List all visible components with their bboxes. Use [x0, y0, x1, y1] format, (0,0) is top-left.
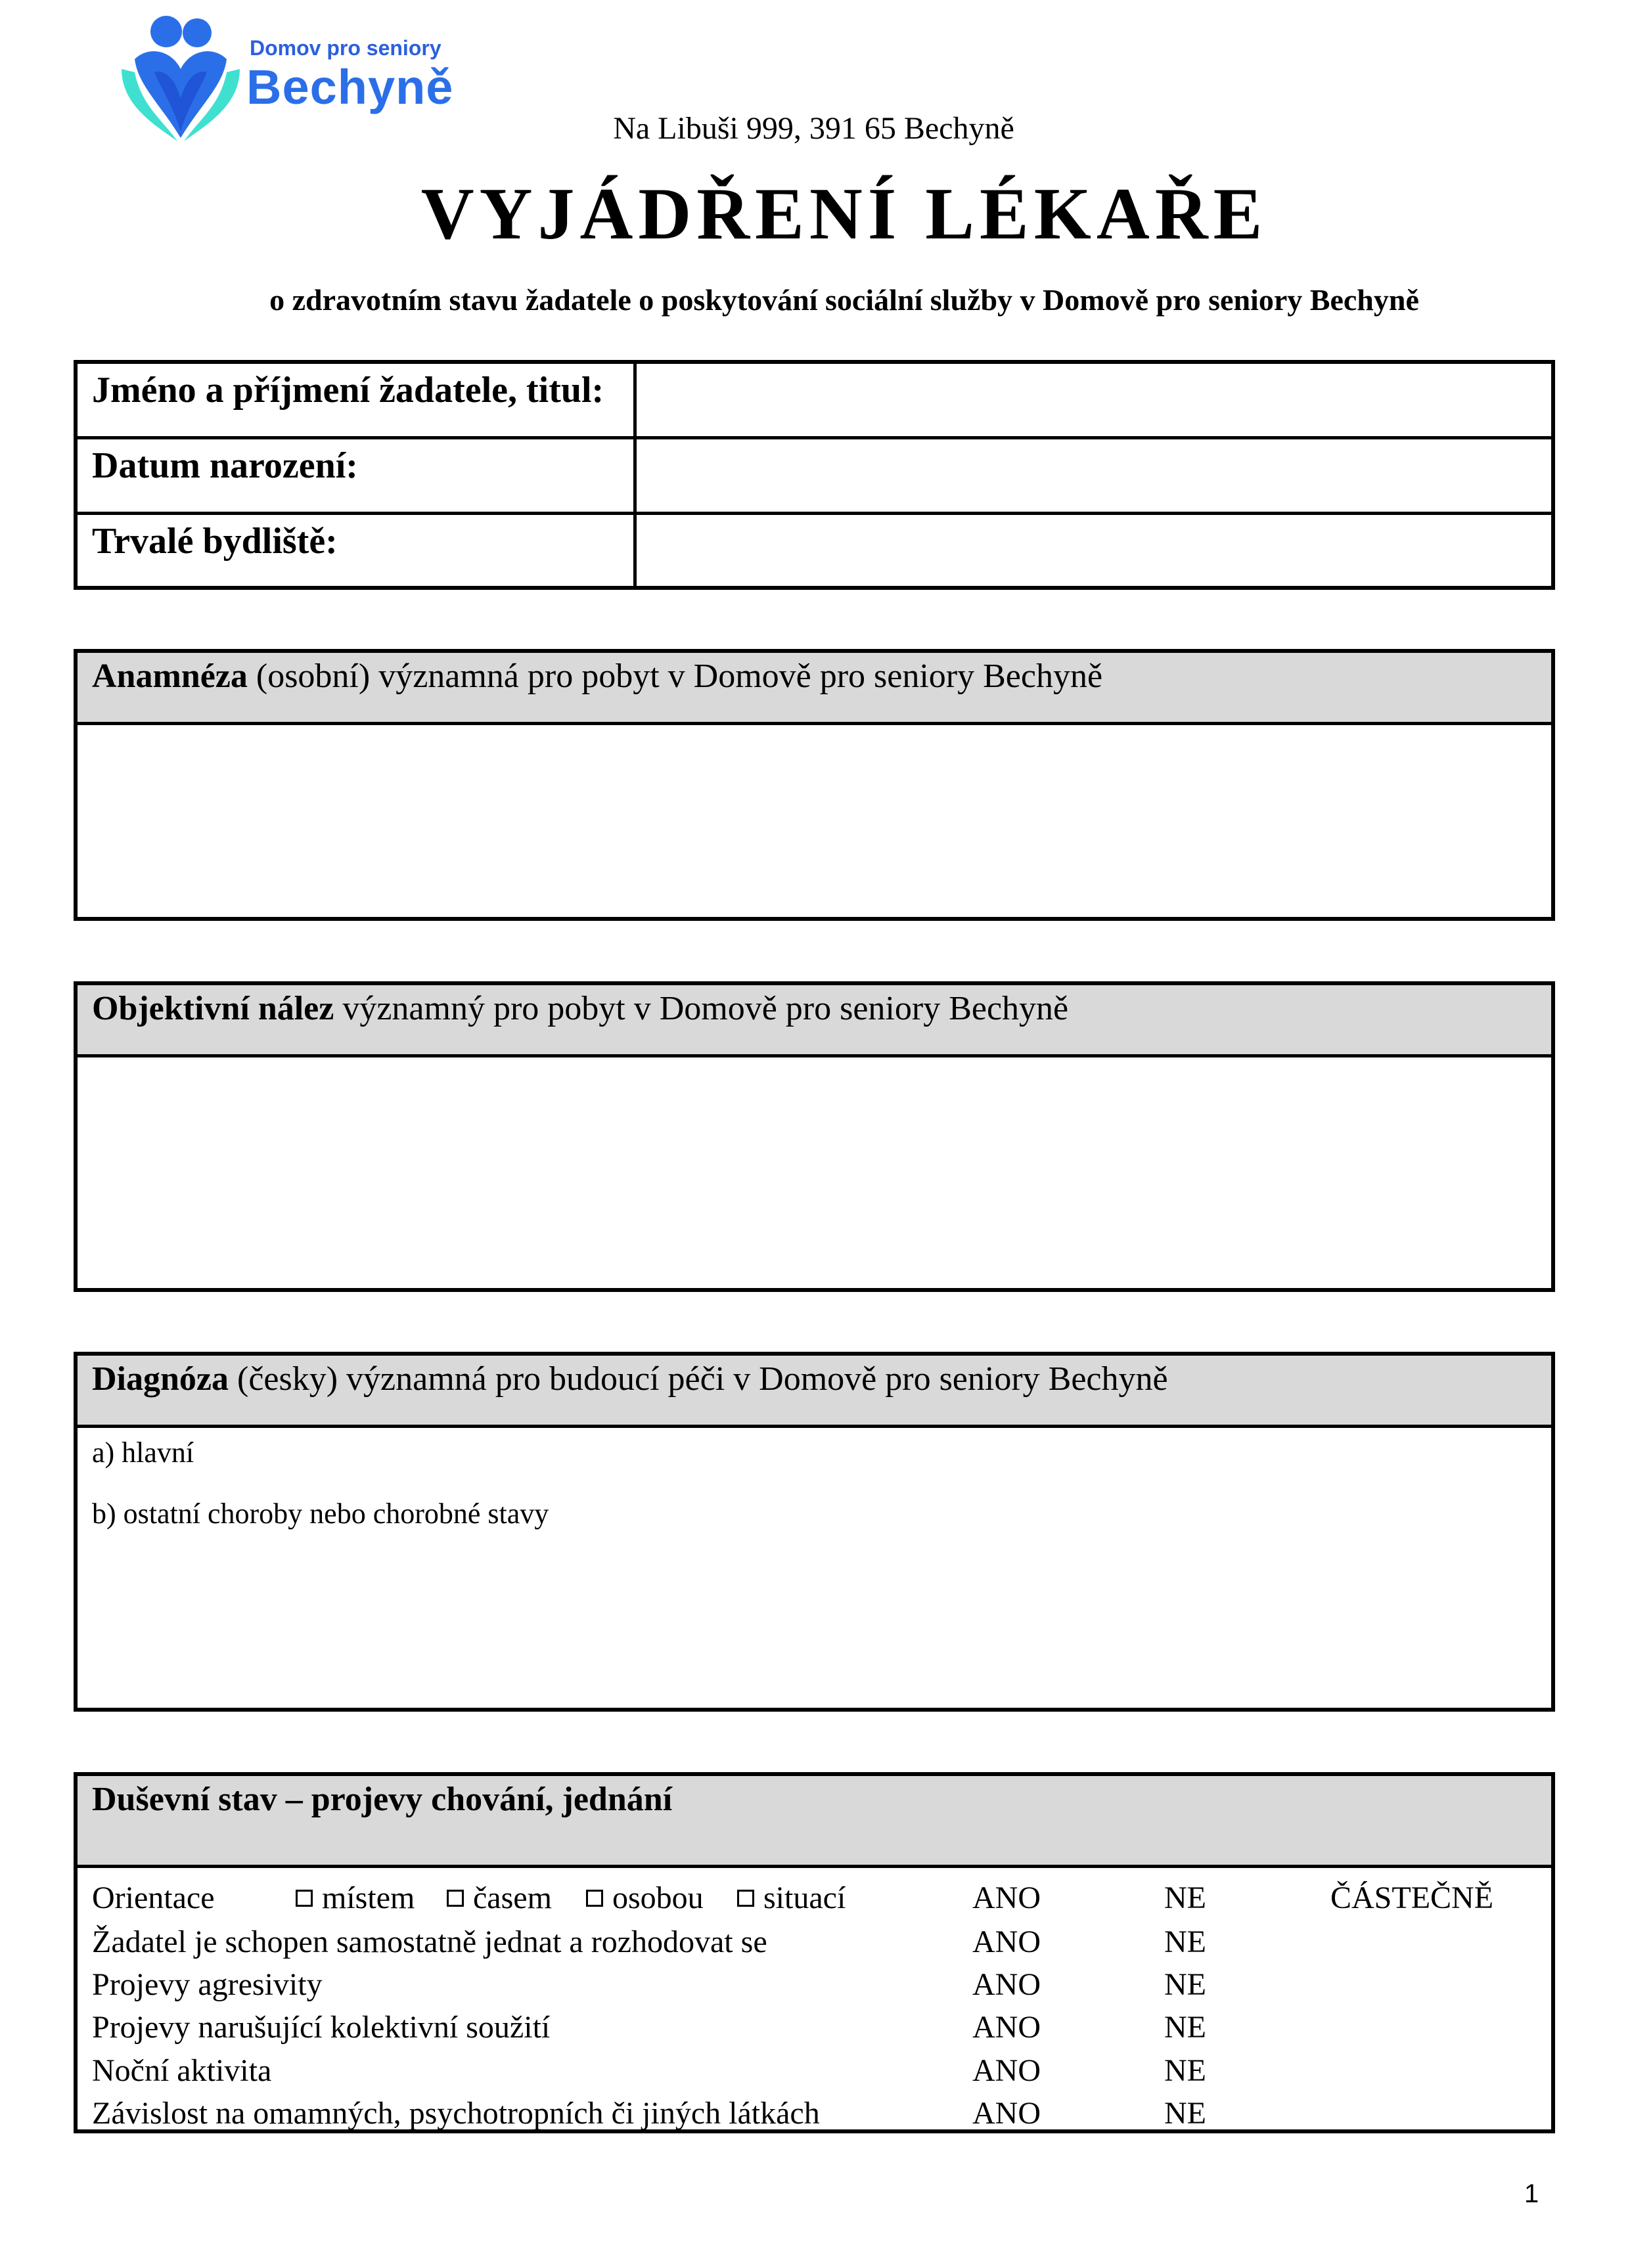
objektivni-section: [74, 981, 1555, 1292]
dusevni-head: Duševní stav – projevy chování, jednání: [92, 1781, 673, 1818]
page-number: 1: [1524, 2179, 1539, 2208]
answer-ano[interactable]: ANO: [972, 1880, 1041, 1915]
address: Na Libuši 999, 391 65 Bechyně: [613, 111, 1014, 146]
identity-label: Jméno a příjmení žadatele, titul:: [92, 370, 604, 411]
page-title: VYJÁDŘENÍ LÉKAŘE: [420, 173, 1268, 255]
identity-row-address: [78, 515, 1551, 590]
dusevni-row: [92, 2009, 1551, 2051]
dusevni-row-label: Projevy narušující kolektivní soužití: [92, 2010, 551, 2045]
dusevni-header: [78, 1776, 1551, 1868]
diagnoza-header: [78, 1356, 1551, 1428]
dusevni-row: [92, 1924, 1551, 1966]
dusevni-row-label: Projevy agresivity: [92, 1967, 323, 2002]
anamneza-head-rest: (osobní) významná pro pobyt v Domově pro seniory Bechyně: [247, 657, 1103, 695]
orientace-option-casem[interactable]: časem: [447, 1880, 552, 1916]
answer-castecne[interactable]: ČÁSTEČNĚ: [1330, 1880, 1494, 1915]
answer-ne[interactable]: NE: [1164, 2053, 1206, 2088]
dusevni-row: [92, 1967, 1551, 2009]
answer-ne[interactable]: NE: [1164, 2096, 1206, 2131]
answer-ne[interactable]: NE: [1164, 1924, 1206, 1959]
checkbox-icon[interactable]: [447, 1890, 464, 1907]
orientace-option-osobou[interactable]: osobou: [586, 1880, 704, 1916]
logo-line-1: Domov pro seniory: [250, 36, 441, 60]
dusevni-row: [92, 2095, 1551, 2137]
dusevni-row-label: Noční aktivita: [92, 2053, 272, 2088]
page-subtitle: o zdravotním stavu žadatele o poskytování sociální služby v Domově pro seniory Bechyně: [269, 283, 1419, 317]
anamneza-section: [74, 649, 1555, 921]
orientace-option-mistem[interactable]: místem: [296, 1880, 415, 1916]
checkbox-icon[interactable]: [296, 1890, 313, 1907]
identity-row-name: [78, 364, 1551, 439]
answer-ano[interactable]: ANO: [972, 1967, 1041, 2002]
objektivni-head-bold: Objektivní nález: [92, 990, 334, 1027]
logo-line-2: Bechyně: [246, 60, 454, 114]
diagnoza-line-b: b) ostatní choroby nebo chorobné stavy: [92, 1498, 549, 1530]
orientace-option-situaci[interactable]: situací: [737, 1880, 846, 1916]
anamneza-head-bold: Anamnéza: [92, 657, 248, 695]
objektivni-header: [78, 985, 1551, 1057]
answer-ne[interactable]: NE: [1164, 1880, 1206, 1915]
dusevni-row-label: Závislost na omamných, psychotropních či jiných látkách: [92, 2096, 820, 2131]
identity-table: [74, 360, 1555, 590]
answer-ano[interactable]: ANO: [972, 2010, 1041, 2045]
diagnoza-head-bold: Diagnóza: [92, 1360, 229, 1398]
identity-label: Trvalé bydliště:: [92, 521, 338, 562]
anamneza-header: [78, 653, 1551, 725]
answer-ne[interactable]: NE: [1164, 1967, 1206, 2002]
answer-ne[interactable]: NE: [1164, 2010, 1206, 2045]
checkbox-icon[interactable]: [586, 1890, 603, 1907]
diagnoza-section: [74, 1352, 1555, 1712]
dusevni-row: [92, 2053, 1551, 2095]
answer-ano[interactable]: ANO: [972, 1924, 1041, 1959]
answer-ano[interactable]: ANO: [972, 2053, 1041, 2088]
orientace-row: [92, 1880, 1551, 1922]
orientace-label: Orientace: [92, 1880, 215, 1915]
identity-row-birthdate: [78, 439, 1551, 515]
objektivni-head-rest: významný pro pobyt v Domově pro seniory Bechyně: [334, 990, 1069, 1027]
diagnoza-line-a: a) hlavní: [92, 1436, 194, 1469]
dusevni-section: [74, 1772, 1555, 2133]
dusevni-row-label: Žadatel je schopen samostatně jednat a rozhodovat se: [92, 1924, 767, 1959]
checkbox-icon[interactable]: [737, 1890, 754, 1907]
diagnoza-head-rest: (česky) významná pro budoucí péči v Domově pro seniory Bechyně: [229, 1360, 1168, 1398]
answer-ano[interactable]: ANO: [972, 2096, 1041, 2131]
identity-label: Datum narození:: [92, 445, 358, 486]
